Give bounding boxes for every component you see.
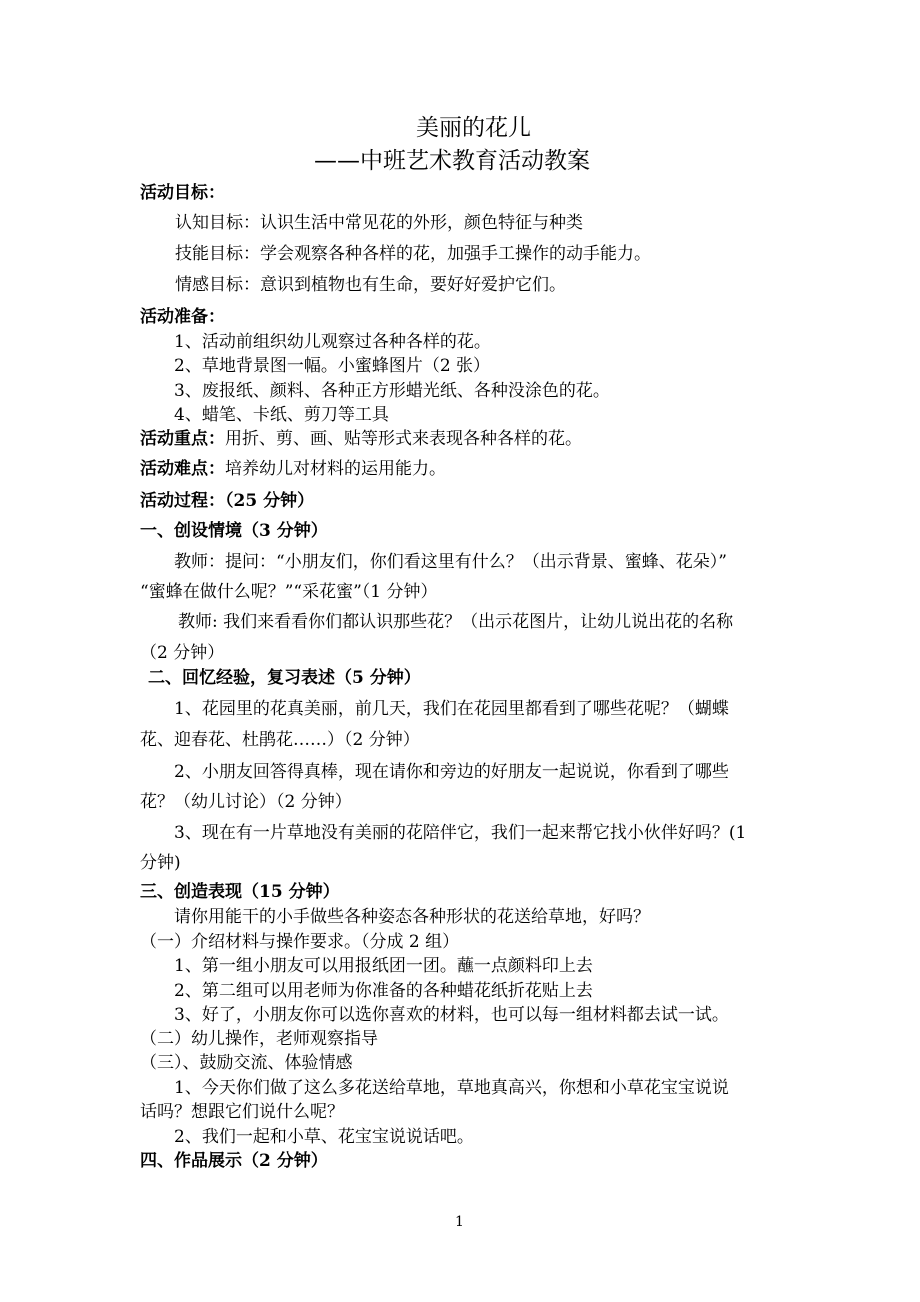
section-1-line: 教师：提问：“小朋友们，你们看这里有什么？（出示背景、蜜蜂、花朵）” bbox=[174, 552, 727, 572]
difficulty-label: 活动难点： bbox=[140, 459, 225, 479]
key-point bbox=[140, 428, 582, 450]
goal-cognitive: 认知目标：认识生活中常见花的外形，颜色特征与种类 bbox=[175, 213, 583, 233]
document-subtitle: ——中班艺术教育活动教案 bbox=[314, 148, 590, 174]
goals-heading: 活动目标： bbox=[140, 183, 225, 203]
section-2-line: 花？（幼儿讨论）（2 分钟） bbox=[140, 792, 352, 812]
section-1-heading: 一、创设情境（3 分钟） bbox=[140, 521, 328, 541]
section-3-heading: 三、创造表现（15 分钟） bbox=[140, 882, 340, 902]
section-3-line: （三）、鼓励交流、体验情感 bbox=[140, 1053, 353, 1073]
section-3-line: （二）幼儿操作，老师观察指导 bbox=[140, 1029, 378, 1049]
key-point-text: 用折、剪、画、贴等形式来表现各种各样的花。 bbox=[225, 429, 582, 449]
section-2-line: 花、迎春花、杜鹃花……）（2 分钟） bbox=[140, 730, 420, 750]
section-2-line: 3、现在有一片草地没有美丽的花陪伴它，我们一起来帮它找小伙伴好吗？(1 bbox=[174, 823, 747, 843]
section-2-line: 分钟) bbox=[140, 853, 181, 873]
goal-emotion: 情感目标：意识到植物也有生命，要好好爱护它们。 bbox=[175, 275, 566, 295]
prep-item: 3、废报纸、颜料、各种正方形蜡光纸、各种没涂色的花。 bbox=[174, 381, 610, 401]
section-4-heading: 四、作品展示（2 分钟） bbox=[140, 1151, 328, 1171]
section-2-line: 1、花园里的花真美丽，前几天，我们在花园里都看到了哪些花呢？（蝴蝶 bbox=[174, 699, 729, 719]
section-3-line: 2、我们一起和小草、花宝宝说说话吧。 bbox=[174, 1127, 474, 1147]
section-3-line: （一）介绍材料与操作要求。（分成 2 组） bbox=[140, 932, 460, 952]
section-3-line: 3、好了，小朋友你可以选你喜欢的材料，也可以每一组材料都去试一试。 bbox=[174, 1005, 729, 1025]
section-3-line: 请你用能干的小手做些各种姿态各种形状的花送给草地，好吗？ bbox=[174, 907, 650, 927]
section-1-line: “蜜蜂在做什么呢？”“采花蜜”（1 分钟） bbox=[140, 582, 438, 602]
section-1-line: （2 分钟） bbox=[140, 643, 225, 663]
prep-heading: 活动准备： bbox=[140, 307, 225, 327]
section-3-line: 2、第二组可以用老师为你准备的各种蜡花纸折花贴上去 bbox=[174, 981, 593, 1001]
section-3-line: 话吗？想跟它们说什么呢？ bbox=[140, 1102, 344, 1122]
key-point-label: 活动重点： bbox=[140, 429, 225, 449]
prep-item: 2、草地背景图一幅。小蜜蜂图片（2 张） bbox=[174, 356, 491, 376]
section-3-line: 1、第一组小朋友可以用报纸团一团。蘸一点颜料印上去 bbox=[174, 956, 593, 976]
prep-item: 4、蜡笔、卡纸、剪刀等工具 bbox=[174, 405, 389, 425]
section-3-line: 1、今天你们做了这么多花送给草地，草地真高兴，你想和小草花宝宝说说 bbox=[174, 1078, 729, 1098]
section-2-heading: 二、回忆经验，复习表述（5 分钟） bbox=[148, 668, 421, 688]
goal-skill: 技能目标：学会观察各种各样的花，加强手工操作的动手能力。 bbox=[175, 244, 651, 264]
section-2-line: 2、小朋友回答得真棒，现在请你和旁边的好朋友一起说说，你看到了哪些 bbox=[174, 762, 729, 782]
section-1-line: 教师: 我们来看看你们都认识那些花？（出示花图片，让幼儿说出花的名称 bbox=[178, 612, 734, 632]
process-heading: 活动过程：（25 分钟） bbox=[140, 491, 315, 511]
prep-item: 1、活动前组织幼儿观察过各种各样的花。 bbox=[174, 332, 491, 352]
difficulty-text: 培养幼儿对材料的运用能力。 bbox=[225, 459, 446, 479]
difficulty-point bbox=[140, 458, 446, 480]
page-number: 1 bbox=[455, 1214, 464, 1230]
document-title: 美丽的花儿 bbox=[416, 115, 531, 141]
